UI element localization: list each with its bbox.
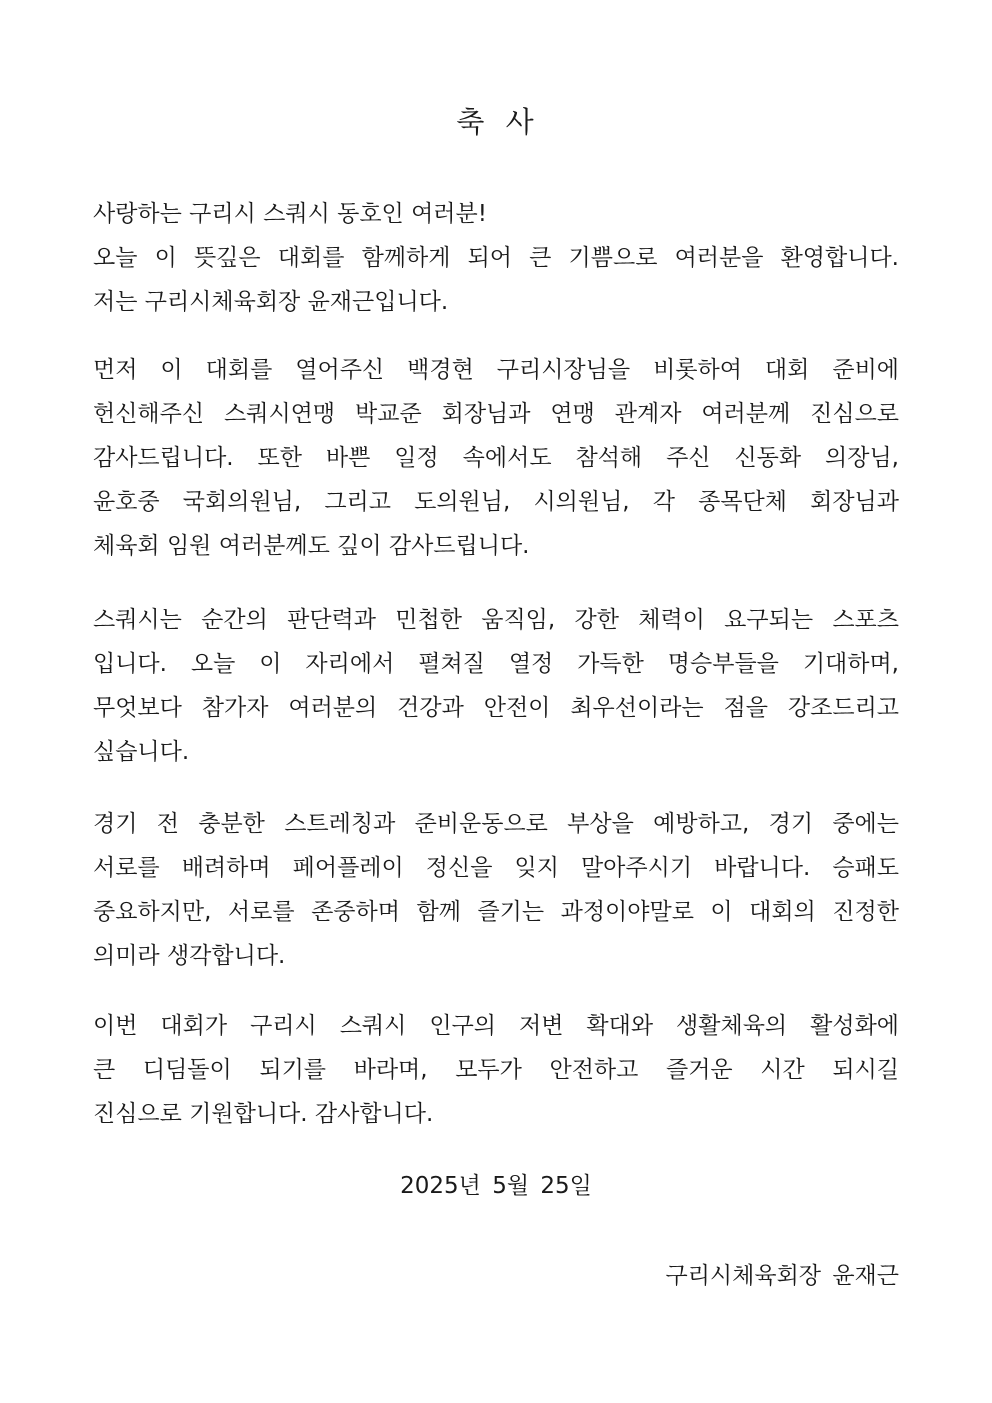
- paragraph-line: 무엇보다 참가자 여러분의 건강과 안전이 최우선이라는 점을 강조드리고: [93, 695, 899, 721]
- paragraph-line: 이번 대회가 구리시 스쿼시 인구의 저변 확대와 생활체육의 활성화에: [93, 1013, 899, 1039]
- paragraph-line: 스쿼시는 순간의 판단력과 민첩한 움직임, 강한 체력이 요구되는 스포츠: [93, 607, 899, 633]
- paragraph-line: 감사드립니다. 또한 바쁜 일정 속에서도 참석해 주신 신동화 의장님,: [93, 445, 899, 471]
- paragraph-line: 오늘 이 뜻깊은 대회를 함께하게 되어 큰 기쁨으로 여러분을 환영합니다.: [93, 245, 899, 271]
- paragraph-squash: [93, 598, 899, 774]
- paragraph-line: 입니다. 오늘 이 자리에서 펼쳐질 열정 가득한 명승부들을 기대하며,: [93, 651, 899, 677]
- paragraph-thanks: [93, 348, 899, 568]
- document-title: 축 사: [456, 105, 536, 139]
- paragraph-closing: [93, 1004, 899, 1136]
- paragraph-line: 체육회 임원 여러분께도 깊이 감사드립니다.: [93, 533, 530, 559]
- paragraph-line: 헌신해주신 스쿼시연맹 박교준 회장님과 연맹 관계자 여러분께 진심으로: [93, 401, 899, 427]
- document-date: 2025년 5월 25일: [400, 1173, 592, 1199]
- paragraph-line: 의미라 생각합니다.: [93, 943, 286, 969]
- paragraph-line: 큰 디딤돌이 되기를 바라며, 모두가 안전하고 즐거운 시간 되시길: [93, 1057, 899, 1083]
- paragraph-line: 중요하지만, 서로를 존중하며 함께 즐기는 과정이야말로 이 대회의 진정한: [93, 899, 899, 925]
- paragraph-line: 경기 전 충분한 스트레칭과 준비운동으로 부상을 예방하고, 경기 중에는: [93, 811, 899, 837]
- paragraph-line: 싶습니다.: [93, 739, 190, 765]
- paragraph-line: 사랑하는 구리시 스쿼시 동호인 여러분!: [93, 201, 487, 227]
- paragraph-line: 먼저 이 대회를 열어주신 백경현 구리시장님을 비롯하여 대회 준비에: [93, 357, 899, 383]
- paragraph-line: 진심으로 기원합니다. 감사합니다.: [93, 1101, 434, 1127]
- signature: 구리시체육회장 윤재근: [665, 1263, 899, 1289]
- paragraph-line: 윤호중 국회의원님, 그리고 도의원님, 시의원님, 각 종목단체 회장님과: [93, 489, 899, 515]
- paragraph-greeting: [93, 192, 899, 324]
- paragraph-line: 서로를 배려하며 페어플레이 정신을 잊지 말아주시기 바랍니다. 승패도: [93, 855, 899, 881]
- paragraph-safety: [93, 802, 899, 978]
- paragraph-line: 저는 구리시체육회장 윤재근입니다.: [93, 289, 449, 315]
